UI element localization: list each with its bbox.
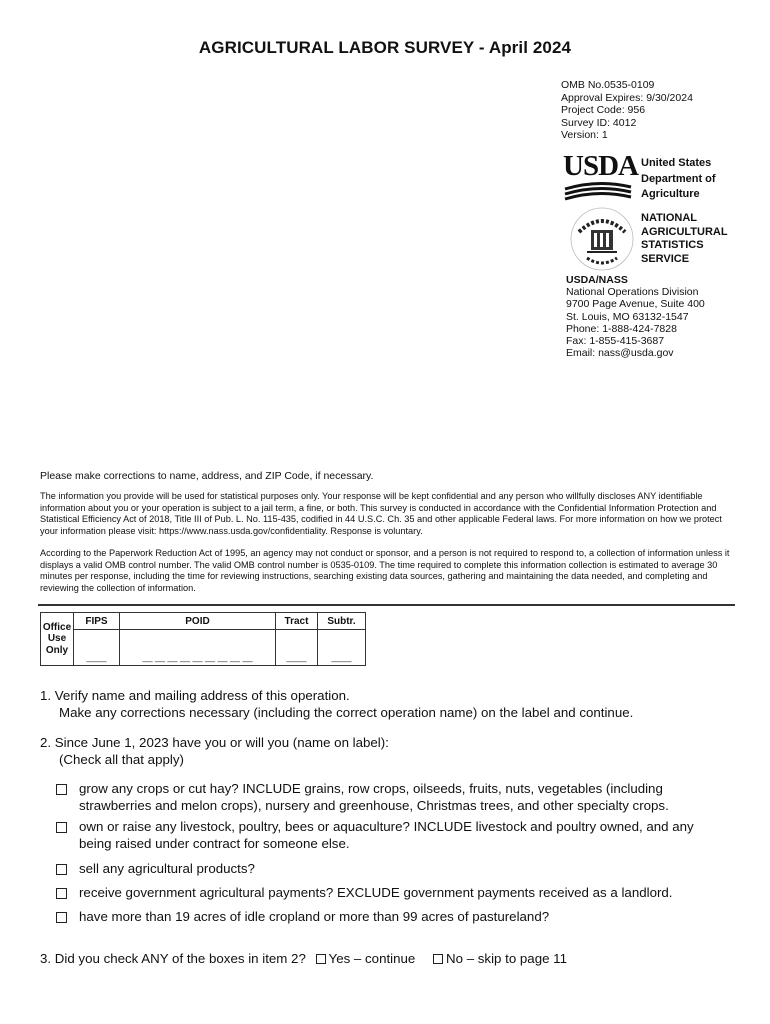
office-label-line: Use	[47, 633, 67, 645]
question-3-text: 3. Did you check ANY of the boxes in item 2?	[40, 951, 306, 966]
question-3	[40, 951, 567, 966]
checkbox[interactable]	[56, 822, 67, 833]
omb-info	[561, 79, 693, 142]
address-city: St. Louis, MO 63132-1547	[566, 310, 689, 323]
nass-line: NATIONAL	[641, 212, 698, 224]
question-1-text: 1. Verify name and mailing address of this operation.	[40, 688, 350, 703]
address-street: 9700 Page Avenue, Suite 400	[566, 298, 705, 311]
address-phone: Phone: 1-888-424-7828	[566, 322, 677, 335]
usda-hills-icon	[563, 181, 633, 203]
header-fips: FIPS	[74, 613, 120, 630]
department-name	[641, 156, 716, 203]
divider	[38, 604, 735, 606]
checkbox[interactable]	[56, 864, 67, 875]
usda-logo	[563, 150, 638, 204]
yes-checkbox[interactable]	[316, 954, 326, 964]
header-subtr: Subtr.	[318, 613, 366, 630]
no-checkbox[interactable]	[433, 954, 443, 964]
subtr-field[interactable]: ____	[318, 630, 366, 666]
version: Version: 1	[561, 129, 608, 141]
question-2-instruction: (Check all that apply)	[59, 751, 184, 767]
yes-label: Yes – continue	[328, 951, 416, 966]
corrections-note: Please make corrections to name, address, and ZIP Code, if necessary.	[40, 470, 374, 482]
question-2-text: 2. Since June 1, 2023 have you or will you (name on label):	[40, 735, 389, 750]
no-label: No – skip to page 11	[446, 951, 567, 966]
nass-line: AGRICULTURAL	[641, 225, 728, 238]
yes-option[interactable]	[316, 951, 416, 966]
checkbox[interactable]	[56, 912, 67, 923]
survey-title: AGRICULTURAL LABOR SURVEY - April 2024	[198, 38, 572, 57]
option-label: grow any crops or cut hay? INCLUDE grains, row crops, oilseeds, fruits, nuts, vegetables (including strawberries and melon crops), nursery and greenhouse, Christmas trees, and other specialty crops.	[79, 781, 669, 813]
nass-line: SERVICE	[641, 252, 690, 265]
question-1	[40, 688, 633, 721]
dept-line: Agriculture	[641, 188, 700, 200]
option-label: have more than 19 acres of idle cropland or more than 99 acres of pastureland?	[79, 909, 550, 924]
dept-line: Department of	[641, 172, 716, 185]
question-1-instruction: Make any corrections necessary (including the correct operation name) on the label and continue.	[59, 704, 634, 720]
project-code: Project Code: 956	[561, 104, 646, 116]
confidentiality-paragraph: The information you provide will be used for statistical purposes only. Your response will be kept confidential and any person who willfully discloses ANY identifiable information about you or your operation is subject to a jail term, a fine, or both. This survey is conducted in accordance with the Confidential Information Protection and Statistical Efficiency Act of 2018, Title III of Pub. L. No. 115-435, codified in 44 U.S.C. Ch. 35 and other applicable Federal laws. For more information on how we protect your information please visit: https://www.nass.usda.gov/confidentiality. Response is voluntary.	[40, 491, 722, 536]
option-idle-acres[interactable]	[56, 908, 729, 925]
checkbox[interactable]	[56, 888, 67, 899]
usda-wordmark: USDA	[563, 150, 638, 182]
office-label-line: Office	[42, 621, 72, 633]
option-livestock[interactable]	[56, 818, 729, 852]
address-division: National Operations Division	[566, 286, 699, 299]
nass-name	[641, 212, 728, 266]
address-org: USDA/NASS	[566, 274, 628, 286]
nass-seal-icon	[569, 206, 635, 272]
option-grow-crops[interactable]	[56, 780, 729, 814]
fips-field[interactable]: ____	[74, 630, 120, 666]
address-email: Email: nass@usda.gov	[566, 347, 674, 360]
office-label-line: Only	[45, 644, 69, 656]
option-government-payments[interactable]	[56, 884, 729, 901]
approval-expires: Approval Expires: 9/30/2024	[561, 91, 693, 104]
office-use-table	[40, 612, 366, 666]
poid-field[interactable]: __ __ __ __ __ __ __ __ __	[120, 630, 276, 666]
dept-line: United States	[641, 157, 712, 169]
header-poid: POID	[120, 613, 276, 630]
option-label: receive government agricultural payments? EXCLUDE government payments received as a landlord.	[79, 885, 673, 900]
omb-number: OMB No.0535-0109	[561, 79, 655, 91]
no-option[interactable]	[433, 951, 567, 966]
option-sell-products[interactable]	[56, 860, 729, 877]
option-label: own or raise any livestock, poultry, bees or aquaculture? INCLUDE livestock and poultry owned, and any being raised under contract for someone else.	[79, 819, 694, 851]
nass-line: STATISTICS	[641, 239, 704, 251]
office-use-label	[41, 613, 74, 666]
mailing-address	[566, 274, 705, 359]
survey-id: Survey ID: 4012	[561, 116, 637, 129]
paperwork-paragraph: According to the Paperwork Reduction Act of 1995, an agency may not conduct or sponsor, and a person is not required to respond to, a collection of information unless it displays a valid OMB control number. The valid OMB control number is 0535-0109. The time required to complete this information collection is estimated to average 30 minutes per response, including the time for reviewing instructions, searching existing data sources, gathering and maintaining the data needed, and completing and reviewing the collection of information.	[40, 548, 730, 593]
header-tract: Tract	[276, 613, 318, 630]
tract-field[interactable]: ____	[276, 630, 318, 666]
checkbox[interactable]	[56, 784, 67, 795]
option-label: sell any agricultural products?	[79, 861, 255, 876]
address-fax: Fax: 1-855-415-3687	[566, 335, 665, 348]
question-2	[40, 735, 389, 768]
